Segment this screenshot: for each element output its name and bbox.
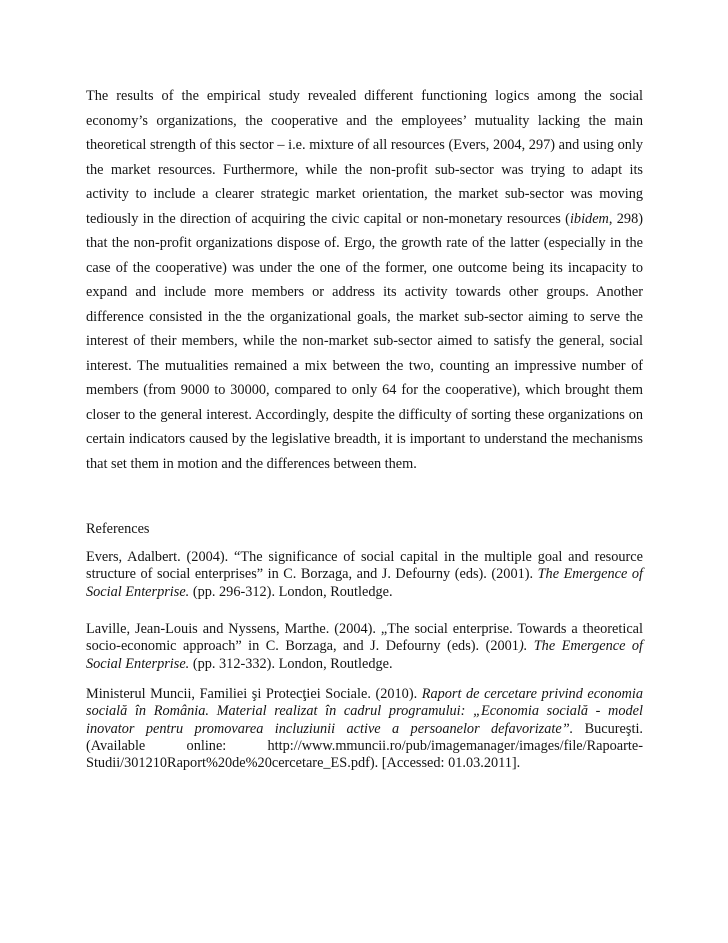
reference-text: Bucureşti. (Available online: http://www.mmuncii.ro/pub/imagemanager/images/file/Rapoarte-Studii/301210Raport%20de%20cercetare_ES.pdf). [Accessed: 01.03.2011].	[86, 720, 643, 772]
references-heading: References	[86, 521, 150, 537]
body-paragraph	[86, 84, 643, 476]
reference-entry-laville	[86, 621, 643, 673]
body-paragraph-part-1: The results of the empirical study revealed different functioning logics among the social economy’s organizations, the cooperative and the employees’ mutuality lacking the main theoretical strength of this sector – i.e. mixture of all resources (Evers, 2004, 297) and using only the market resources. Furthermore, while the non-profit sub-sector was trying to adapt its activity to include a clearer strategic market orientation, the market sub-sector was moving tediously in the direction of acquiring the civic capital or non-monetary resources (	[86, 88, 643, 227]
reference-text: Evers, Adalbert. (2004). “The significance of social capital in the multiple goal and resource structure of social enterprises” in C. Borzaga, and J. Defourny (eds). (2001).	[86, 549, 643, 583]
ibidem-term: ibidem	[569, 210, 609, 227]
reference-title: The Emergence of Social Enterprise.	[86, 566, 643, 600]
document-page	[86, 84, 644, 772]
reference-entry-ministerul	[86, 686, 643, 772]
reference-title: ). The Emergence of Social Enterprise.	[86, 638, 643, 672]
reference-text: Ministerul Muncii, Familiei şi Protecţiei Sociale. (2010).	[86, 686, 422, 702]
reference-entry-evers	[86, 549, 643, 601]
reference-text: (pp. 312-332). London, Routledge.	[189, 655, 393, 672]
body-paragraph-part-2: , 298) that the non-profit organizations dispose of. Ergo, the growth rate of the latter (especially in the case of the cooperative) was under the one of the former, one outcome being its incapacity to expand and include more members or address its activity towards other groups. Another difference consisted in the the organizational goals, the market sub-sector aiming to serve the interest of their members, while the non-market sub-sector aimed to satisfy the general, social interest. The mutualities remained a mix between the two, counting an impressive number of members (from 9000 to 30000, compared to only 64 for the cooperative), which brought them closer to the general interest. Accordingly, despite the difficulty of sorting these organizations on certain indicators caused by the legislative breadth, it is important to understand the mechanisms that set them in motion and the differences between them.	[86, 210, 643, 472]
reference-text: Laville, Jean-Louis and Nyssens, Marthe. (2004). „The social enterprise. Towards a theoretical socio-economic approach” in C. Borzaga, and J. Defourny (eds). (2001	[86, 621, 643, 655]
reference-text: (pp. 296-312). London, Routledge.	[189, 583, 393, 600]
reference-title: Raport de cercetare privind economia socială în România. Material realizat în cadrul programului: „Economia socială - model inovator pentru promovarea incluziunii active a persoanelor defavorizate”.	[86, 686, 644, 737]
